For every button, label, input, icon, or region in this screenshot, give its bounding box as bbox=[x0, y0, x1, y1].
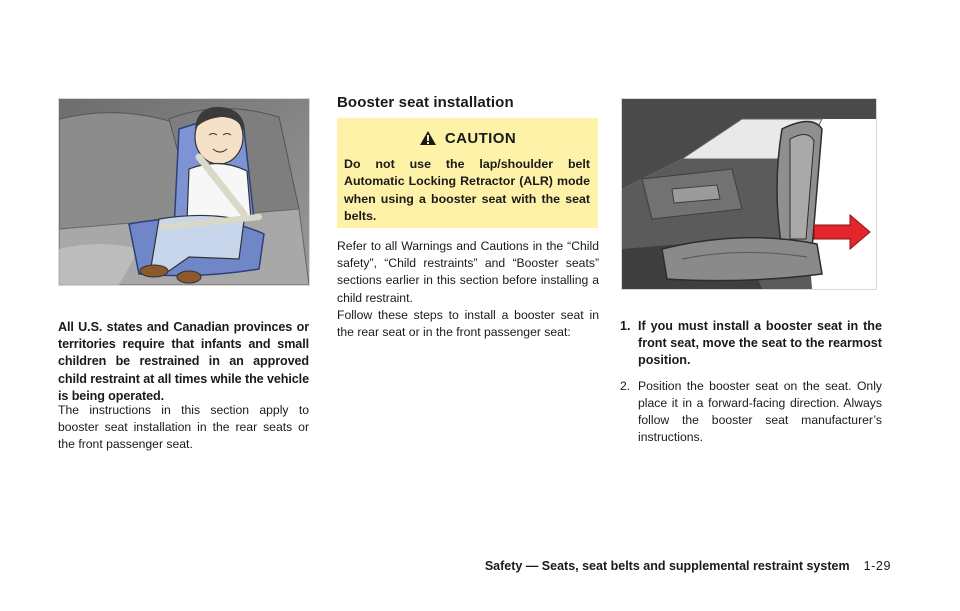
page-footer bbox=[485, 559, 891, 573]
page-number: 1-29 bbox=[863, 559, 891, 573]
refer-warnings-paragraph: Refer to all Warnings and Cautions in the “Child safety”, “Child restraints” and “Booster seats” sections earlier in this section before installing a child restraint. bbox=[337, 239, 599, 305]
step-2 bbox=[620, 378, 882, 447]
legal-requirement-paragraph: All U.S. states and Canadian provinces or territories require that infants and small children be restrained in an approved child restraint at all times while the vehicle is being operated. bbox=[58, 320, 309, 403]
caution-heading-text: CAUTION bbox=[444, 130, 517, 147]
section-title: Booster seat installation bbox=[337, 94, 514, 111]
step-1 bbox=[620, 318, 882, 370]
step-2-text: Position the booster seat on the seat. Only place it in a forward-facing direction. Always follow the booster seat manufacturer’s instructions. bbox=[638, 378, 882, 445]
step-2-number: 2. bbox=[620, 378, 631, 393]
caution-heading bbox=[337, 130, 598, 150]
child-booster-seat-illustration bbox=[58, 98, 310, 286]
step-1-number: 1. bbox=[620, 319, 631, 333]
caution-box bbox=[337, 118, 598, 228]
front-seat-rearward-illustration bbox=[621, 98, 877, 290]
footer-section-title: Safety — Seats, seat belts and supplemental restraint system bbox=[484, 559, 850, 573]
step-1-text: If you must install a booster seat in the front seat, move the seat to the rearmost position. bbox=[638, 319, 882, 368]
installation-steps bbox=[620, 318, 882, 454]
caution-text: Do not use the lap/shoulder belt Automatic Locking Retractor (ALR) mode when using a booster seat with the seat belts. bbox=[344, 157, 590, 224]
warning-triangle-icon bbox=[419, 130, 437, 150]
instructions-scope-paragraph: The instructions in this section apply to booster seat installation in the rear seats or the front passenger seat. bbox=[58, 403, 309, 452]
follow-steps-paragraph: Follow these steps to install a booster seat in the rear seat or in the front passenger seat: bbox=[337, 308, 599, 340]
